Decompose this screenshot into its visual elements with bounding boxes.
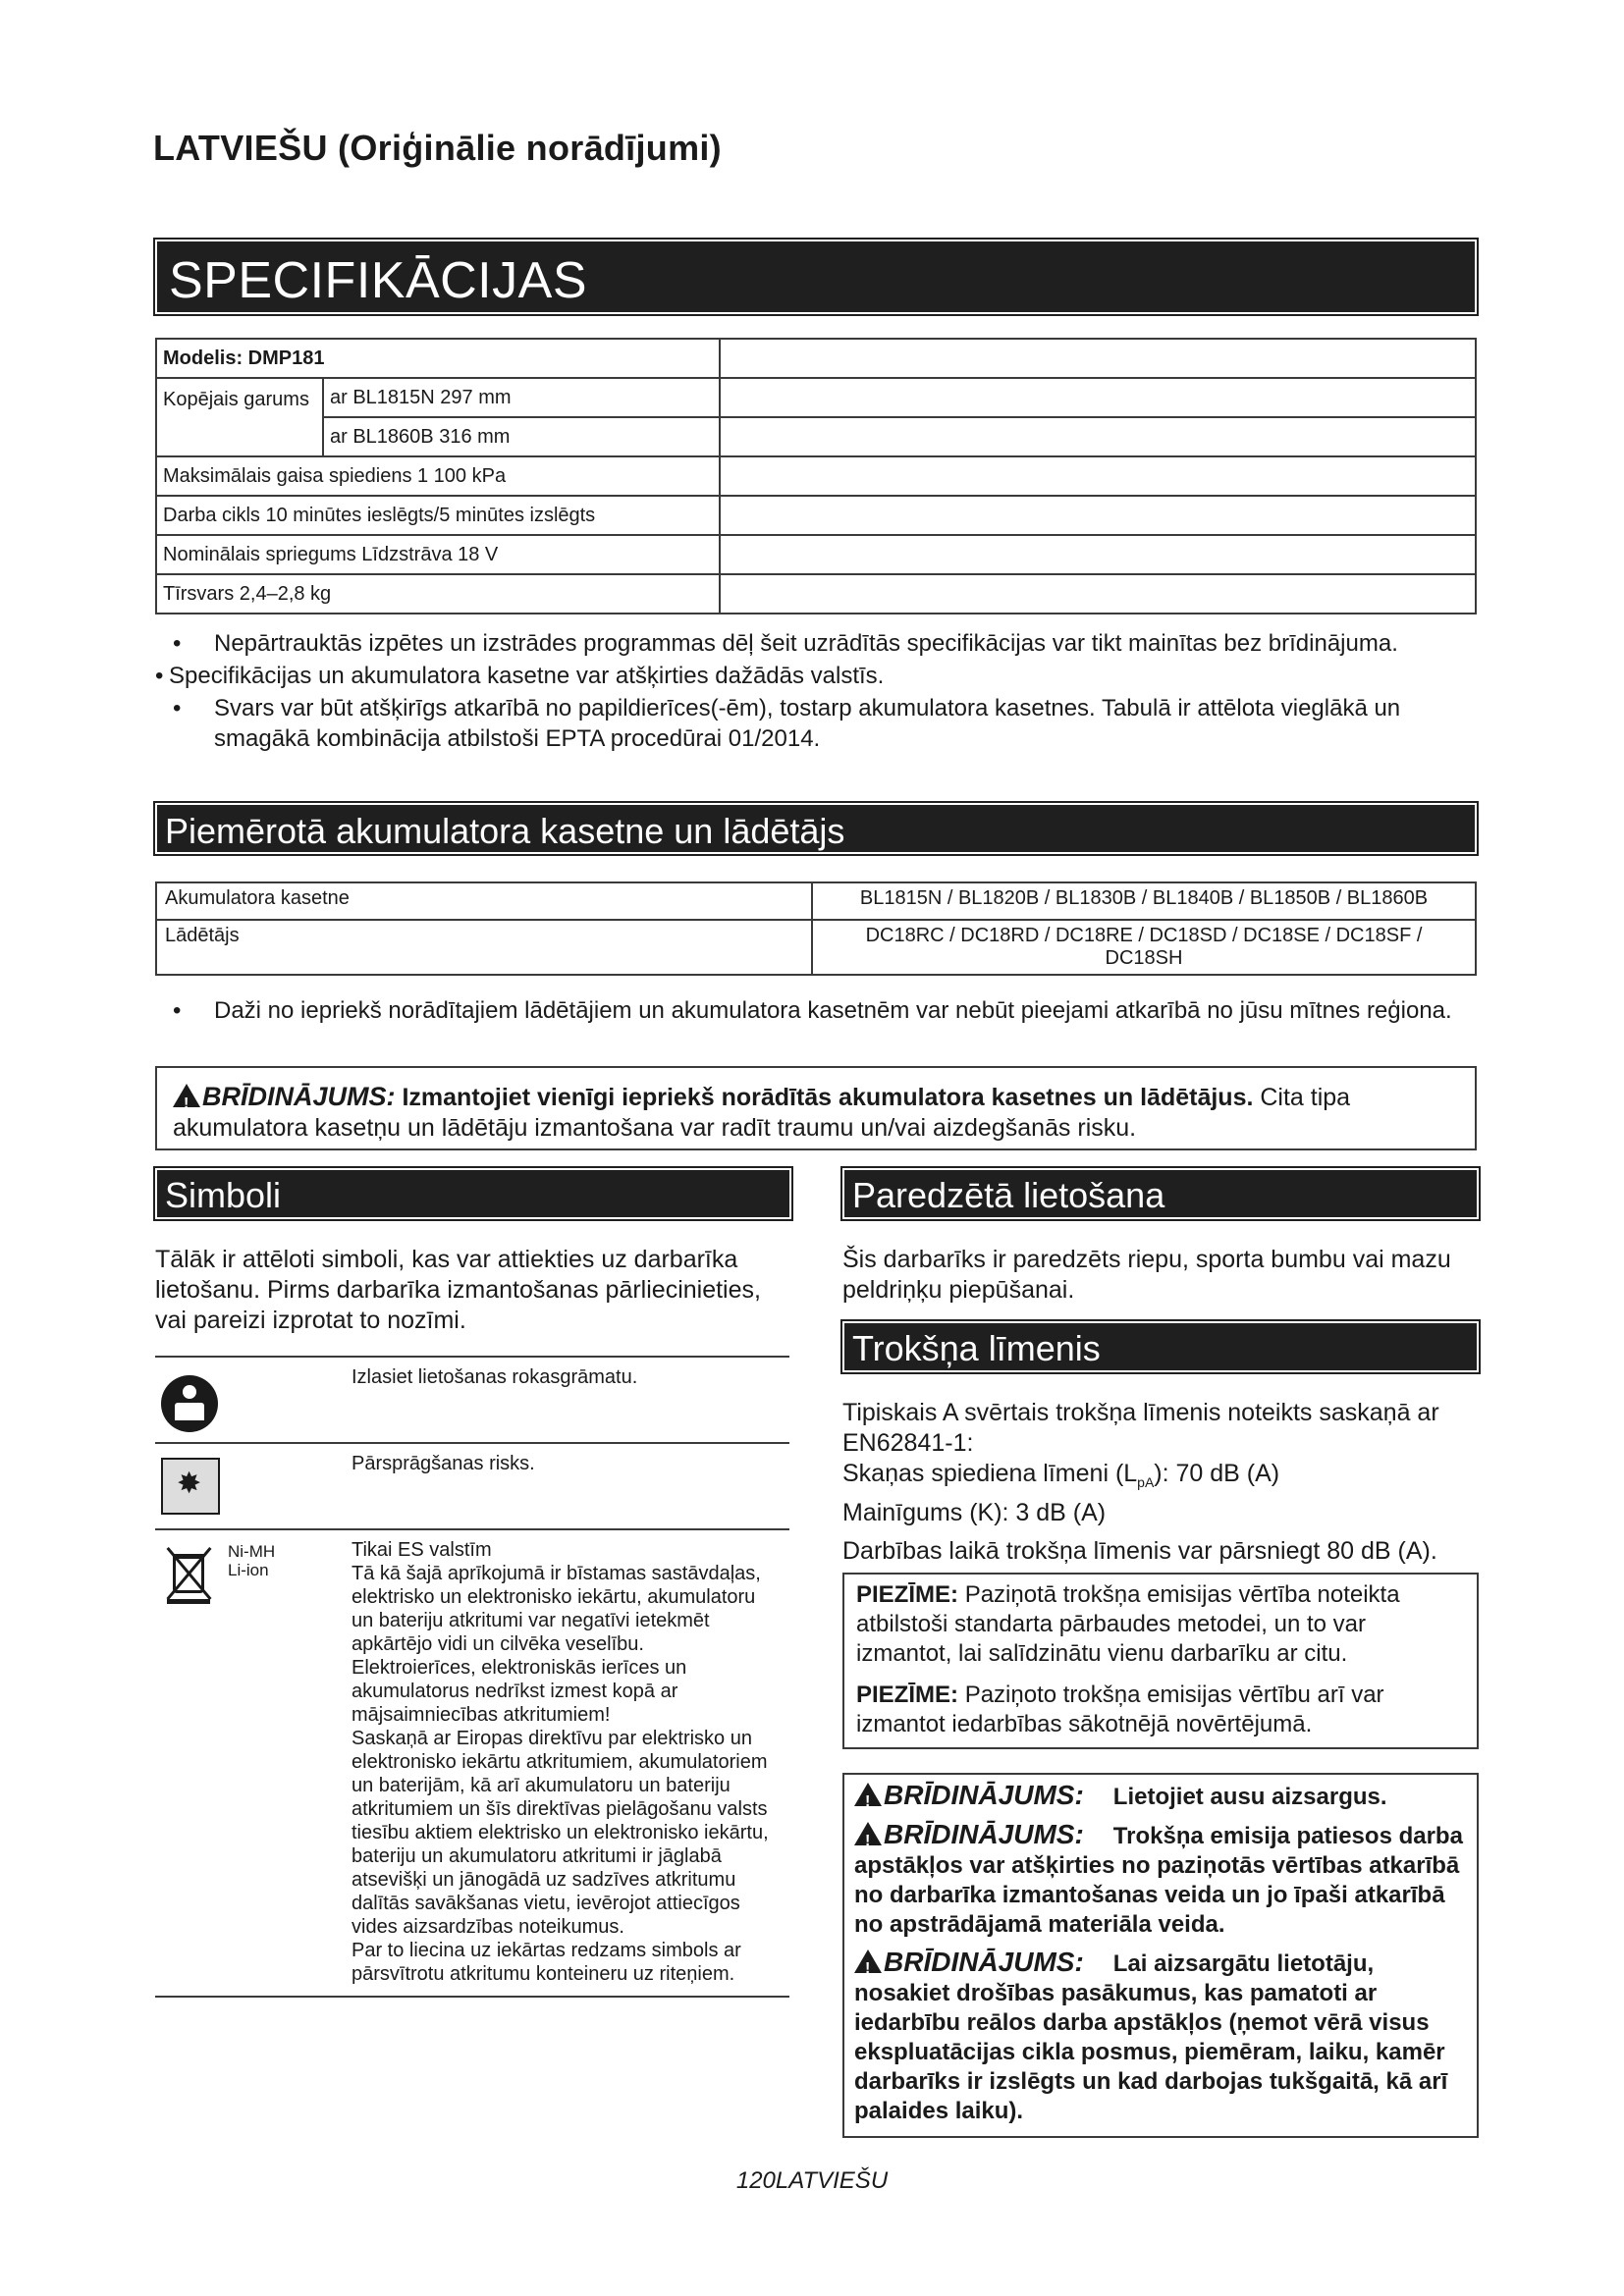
max-air-pressure: Maksimālais gaisa spiediens 1 100 kPa bbox=[156, 456, 720, 496]
section-header-battery-charger: Piemērotā akumulatora kasetne un lādētājs bbox=[155, 803, 1477, 854]
charger-label: Lādētājs bbox=[156, 920, 812, 975]
battery-charger-table bbox=[155, 881, 1477, 976]
blank-cell bbox=[720, 378, 1476, 417]
list-item: • Daži no iepriekš norādītajiem lādētājiem un akumulatora kasetnēm var nebūt pieejami atkarībā no jūsu mītnes reģiona. bbox=[173, 997, 1452, 1024]
table-row bbox=[156, 339, 1476, 378]
duty-cycle: Darba cikls 10 minūtes ieslēgts/5 minūtes izslēgts bbox=[156, 496, 720, 535]
table-row bbox=[156, 496, 1476, 535]
warning-label: BRĪDINĀJUMS: bbox=[202, 1082, 396, 1111]
symbol-cell bbox=[155, 1444, 352, 1528]
warning-1: !BRĪDINĀJUMS: Lietojiet ausu aizsargus. bbox=[854, 1781, 1467, 1812]
warning-3: !BRĪDINĀJUMS: Lai aizsargātu lietotāju, nosakiet drošības pasākumus, kas pamatoti ar iedarbību reālos darba apstākļos (ņemot vērā visus ekspluatācijas cikla posmus, piemēram, laiku, kamēr darbarīks ir izslēgts un kad darbojas tukšgaitā, kā arī palaides laiku). bbox=[854, 1948, 1467, 2126]
overall-length-label: Kopējais garums bbox=[156, 378, 323, 456]
length-with-bl1815n: ar BL1815N 297 mm bbox=[323, 378, 720, 417]
intended-use-and-noise-column bbox=[842, 1168, 1479, 2138]
noise-intro: Tipiskais A svērtais trokšņa līmenis noteikts saskaņā ar EN62841-1: bbox=[842, 1399, 1439, 1457]
page-language-title: LATVIEŠU (Oriģinālie norādījumi) bbox=[153, 128, 722, 168]
warning-text: Cita tipa akumulatora kasetņu un lādētāju izmantošana var radīt traumu un/vai aizdegšanās risku. bbox=[173, 1084, 1351, 1142]
blank-cell bbox=[720, 456, 1476, 496]
blank-cell bbox=[720, 339, 1476, 378]
symbol-cell bbox=[155, 1358, 352, 1442]
blank-cell bbox=[720, 417, 1476, 456]
rated-voltage: Nominālais spriegums Līdzstrāva 18 V bbox=[156, 535, 720, 574]
warning-triangle-icon bbox=[854, 1783, 882, 1806]
explosion-risk-icon: ✸ bbox=[161, 1458, 220, 1515]
list-item: • Nepārtrauktās izpētes un izstrādes programmas dēļ šeit uzrādītās specifikācijas var tikt mainītas bez brīdinājuma. bbox=[173, 630, 1398, 657]
crossed-out-bin-icon bbox=[161, 1544, 216, 1605]
read-manual-icon bbox=[161, 1375, 218, 1432]
symbol-description: Tikai ES valstīm Tā kā šajā aprīkojumā ir bīstamas sastāvdaļas, elektrisko un elektronisko iekārtu, akumulatoru un bateriju atkritumi var negatīvi ietekmēt apkārtējo vidi un cilvēka veselību. Elektroierīces, elektroniskās ierīces un akumulatorus nedrīkst izmest kopā ar mājsaimniecības atkritumiem! Saskaņā ar Eiropas direktīvu par elektrisko un elektronisko iekārtu atkritumiem, akumulatoriem un baterijām, kā arī akumulatoru un bateriju atkritumiem un šīs direktīvas pielāgošanu valsts tiesību aktiem elektrisko un elektronisko iekārtu, bateriju un akumulatoru atkritumi ir jāglabā atsevišķi un jānogādā uz sadzīves atkritumu dalītās savākšanas vietu, ievērojot attiecīgos vides aizsardzības noteikumus. Par to liecina uz iekārtas redzams simbols ar pārsvītrotu atkritumu konteineru uz riteņiem. bbox=[352, 1539, 769, 1985]
symbol-description: Izlasiet lietošanas rokasgrāmatu. bbox=[352, 1366, 638, 1388]
section-header-intended-use: Paredzētā lietošana bbox=[842, 1168, 1479, 1219]
table-row bbox=[156, 920, 1476, 975]
intended-use-text: Šis darbarīks ir paredzēts riepu, sporta bumbu vai mazu peldriņķu piepūšanai. bbox=[842, 1246, 1451, 1304]
symbols-intro: Tālāk ir attēloti simboli, kas var attiekties uz darbarīka lietošanu. Pirms darbarīka izmantošanas pārliecinieties, vai pareizi izprotat to nozīmi. bbox=[155, 1246, 761, 1334]
table-row bbox=[156, 456, 1476, 496]
noise-warnings-box bbox=[842, 1773, 1479, 2138]
warning-bold-text: Izmantojiet vienīgi iepriekš norādītās akumulatora kasetnes un lādētājus. bbox=[402, 1084, 1254, 1111]
noise-exceed-note: Darbības laikā trokšņa līmenis var pārsniegt 80 dB (A). bbox=[842, 1537, 1437, 1565]
symbols-column bbox=[155, 1168, 791, 1998]
model-cell: Modelis: DMP181 bbox=[156, 339, 720, 378]
length-with-bl1860b: ar BL1860B 316 mm bbox=[323, 417, 720, 456]
table-row bbox=[155, 1444, 789, 1530]
warning-2: !BRĪDINĀJUMS: Trokšņa emisija patiesos darba apstākļos var atšķirties no paziņotās vērtības atkarībā no darbarīka izmantošanas veida un jo īpaši atkarībā no apstrādājamā materiāla veida. bbox=[854, 1820, 1467, 1940]
warning-triangle-icon bbox=[854, 1822, 882, 1845]
blank-cell bbox=[720, 496, 1476, 535]
table-row bbox=[156, 378, 1476, 417]
list-item: • Specifikācijas un akumulatora kasetne var atšķirties dažādās valstīs. bbox=[155, 663, 885, 689]
symbol-cell bbox=[155, 1530, 352, 1996]
battery-warning-box bbox=[155, 1066, 1477, 1150]
table-row bbox=[156, 417, 1476, 456]
note-1: PIEZĪME: Paziņotā trokšņa emisijas vērtība noteikta atbilstoši standarta pārbaudes metodei, un to var izmantot, lai salīdzinātu vienu darbarīku ar citu. bbox=[856, 1581, 1400, 1667]
blank-cell bbox=[720, 535, 1476, 574]
symbol-description: Pārsprāgšanas risks. bbox=[352, 1453, 535, 1474]
noise-notes-box bbox=[842, 1573, 1479, 1749]
section-header-symbols: Simboli bbox=[155, 1168, 791, 1219]
battery-type-label: Ni-MH Li-ion bbox=[228, 1542, 276, 1579]
note-2: PIEZĪME: Paziņoto trokšņa emisijas vērtību arī var izmantot iedarbības sākotnējā novērtējumā. bbox=[856, 1682, 1384, 1737]
battery-cartridge-values: BL1815N / BL1820B / BL1830B / BL1840B / BL1850B / BL1860B bbox=[812, 882, 1476, 920]
blank-cell bbox=[720, 574, 1476, 614]
specification-notes bbox=[155, 628, 1477, 756]
battery-cartridge-label: Akumulatora kasetne bbox=[156, 882, 812, 920]
net-weight: Tīrsvars 2,4–2,8 kg bbox=[156, 574, 720, 614]
warning-triangle-icon bbox=[854, 1949, 882, 1973]
battery-note bbox=[155, 995, 1477, 1028]
charger-values: DC18RC / DC18RD / DC18RE / DC18SD / DC18SE / DC18SF / DC18SH bbox=[812, 920, 1476, 975]
table-row bbox=[155, 1530, 789, 1998]
table-row bbox=[156, 882, 1476, 920]
page-number: 120LATVIEŠU bbox=[735, 2167, 889, 2194]
list-item: • Svars var būt atšķirīgs atkarībā no papildierīces(-ēm), tostarp akumulatora kasetnes. Tabulā ir attēlota vieglākā un smagākā kombinācija atbilstoši EPTA procedūrai 01/2014. bbox=[173, 695, 1401, 752]
section-header-specifications: SPECIFIKĀCIJAS bbox=[155, 240, 1477, 314]
noise-uncertainty: Mainīgums (K): 3 dB (A) bbox=[842, 1499, 1107, 1526]
table-row bbox=[156, 535, 1476, 574]
symbols-table bbox=[155, 1356, 789, 1998]
sound-pressure-level: Skaņas spiediena līmeni $(L_{pA})$: 70 dB (A) bbox=[842, 1460, 1280, 1490]
specifications-table bbox=[155, 338, 1477, 614]
section-header-noise: Trokšņa līmenis bbox=[842, 1321, 1479, 1372]
table-row bbox=[156, 574, 1476, 614]
warning-triangle-icon bbox=[173, 1084, 200, 1107]
table-row bbox=[155, 1358, 789, 1444]
